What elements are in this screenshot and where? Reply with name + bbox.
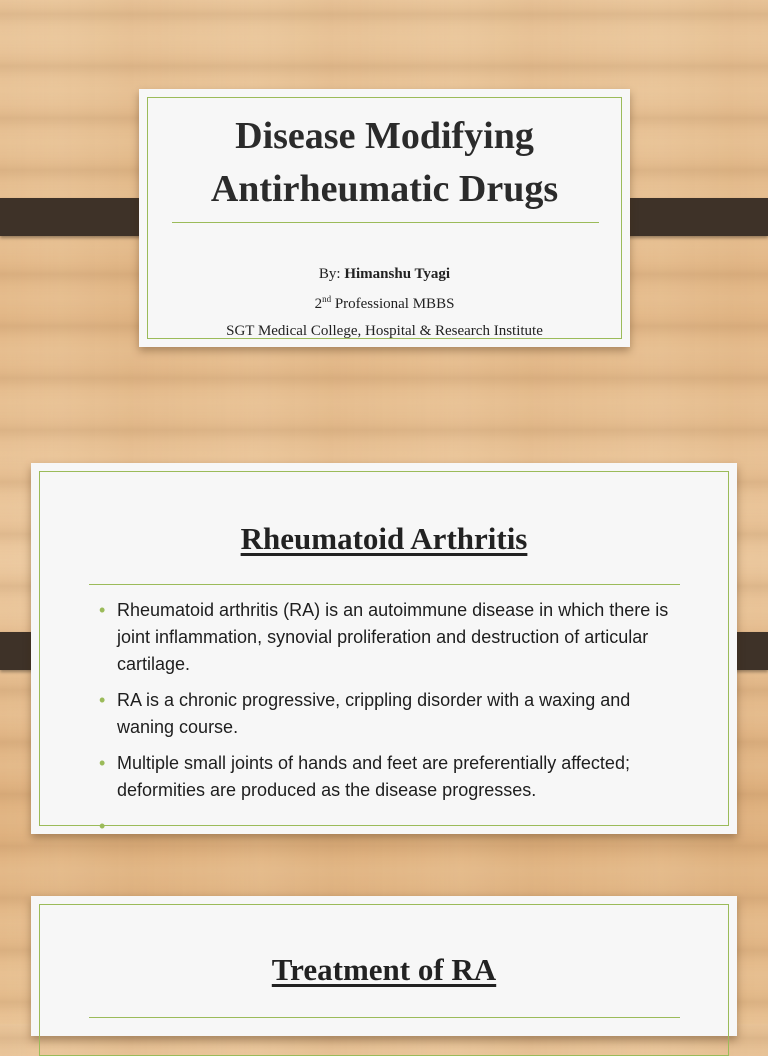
author-name: Himanshu Tyagi [344,266,451,282]
slide-rheumatoid-arthritis[interactable] [31,463,737,834]
list-item: • Rheumatoid arthritis (RA) is an autoimmune disease in which there is joint inflammation, synovial proliferation and destruction of articular cartilage. [85,597,677,678]
slide-title-card[interactable] [139,89,630,347]
bullet-dot: • [99,753,106,773]
bullet-dot: • [99,600,106,620]
institute-line: SGT Medical College, Hospital & Research Institute [226,323,543,339]
bullet-list [85,597,677,836]
course-name: Professional MBBS [331,296,455,312]
by-label: By: [318,266,345,282]
list-item: • Multiple small joints of hands and feet are preferentially affected; deformities are produced as the disease progresses. [85,750,677,804]
slide-title: Treatment of RA [271,952,497,987]
strap-right-1 [613,198,768,236]
author-line [139,266,630,283]
course-line [139,294,630,313]
strap-left-1 [0,198,155,236]
slide-treatment-of-ra[interactable] [31,896,737,1036]
title-divider [172,222,599,223]
slide-title: Rheumatoid Arthritis [240,521,528,556]
deck-title-line1: Disease Modifying [235,115,534,157]
title-divider [89,1017,680,1018]
bullet-dot: • [99,690,106,710]
year-suffix: nd [322,294,332,304]
year-number: 2 [314,296,323,312]
title-divider [89,584,680,585]
bullet-dot: • [99,816,106,836]
list-item: • RA is a chronic progressive, crippling disorder with a waxing and waning course. [85,687,677,741]
deck-title-line2: Antirheumatic Drugs [210,168,559,210]
